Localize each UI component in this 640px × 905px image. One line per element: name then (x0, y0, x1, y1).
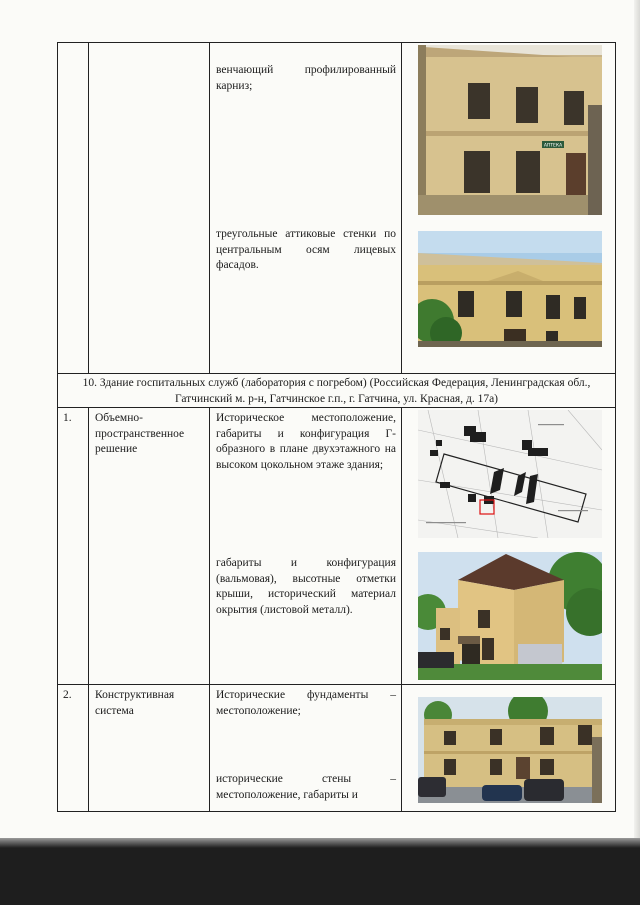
feature-text-location: Историческое местоположение, габариты и конфигурация Г-образного в плане двухэтажного на высоком цокольном этаже здания; (216, 412, 396, 471)
site-plan-map (418, 410, 602, 538)
section-heading: 10. Здание госпитальных служб (лаборатория с погребом) (Российская Федерация, Ленинградская обл., Гатчинский м. р-н, Гатчинское г.п., г. Гатчина, ул. Красная, д. 17а) (82, 377, 591, 405)
table-row-divider (57, 373, 616, 374)
row-number: 1. (63, 412, 72, 424)
column-divider (209, 42, 210, 374)
column-divider (88, 407, 89, 812)
scan-bottom-border (0, 838, 640, 905)
row-number: 2. (63, 689, 72, 701)
table-right-border (615, 42, 616, 812)
row-category: Конструктивная система (95, 689, 175, 717)
column-divider (88, 42, 89, 374)
column-divider (401, 42, 402, 374)
feature-text-cornice: венчающий профилированный карниз; (216, 64, 396, 92)
column-divider (209, 407, 210, 812)
building-photo-cars (418, 697, 602, 803)
table-row-divider (57, 684, 616, 685)
row-category: Объемно-пространственное решение (95, 412, 185, 455)
feature-text-roof: габариты и конфигурация (вальмовая), высотные отметки крыши, исторический материал окрытия (листовой металл). (216, 557, 396, 616)
column-divider (401, 407, 402, 812)
feature-text-walls: исторические стены – местоположение, габариты и (216, 773, 396, 801)
table-top-border (57, 42, 616, 43)
scan-edge-shadow (634, 0, 640, 838)
table-left-border (57, 42, 58, 812)
feature-text-attic-walls: треугольные аттиковые стенки по центральным осям лицевых фасадов. (216, 228, 396, 271)
table-row-divider (57, 407, 616, 408)
building-photo-roof (418, 552, 602, 680)
facade-photo-1 (418, 45, 602, 215)
pharmacy-sign-text: АПТЕКА (543, 143, 563, 149)
feature-text-foundations: Исторические фундаменты – местоположение; (216, 689, 396, 717)
table-bottom-border (57, 811, 616, 812)
facade-photo-2 (418, 231, 602, 347)
